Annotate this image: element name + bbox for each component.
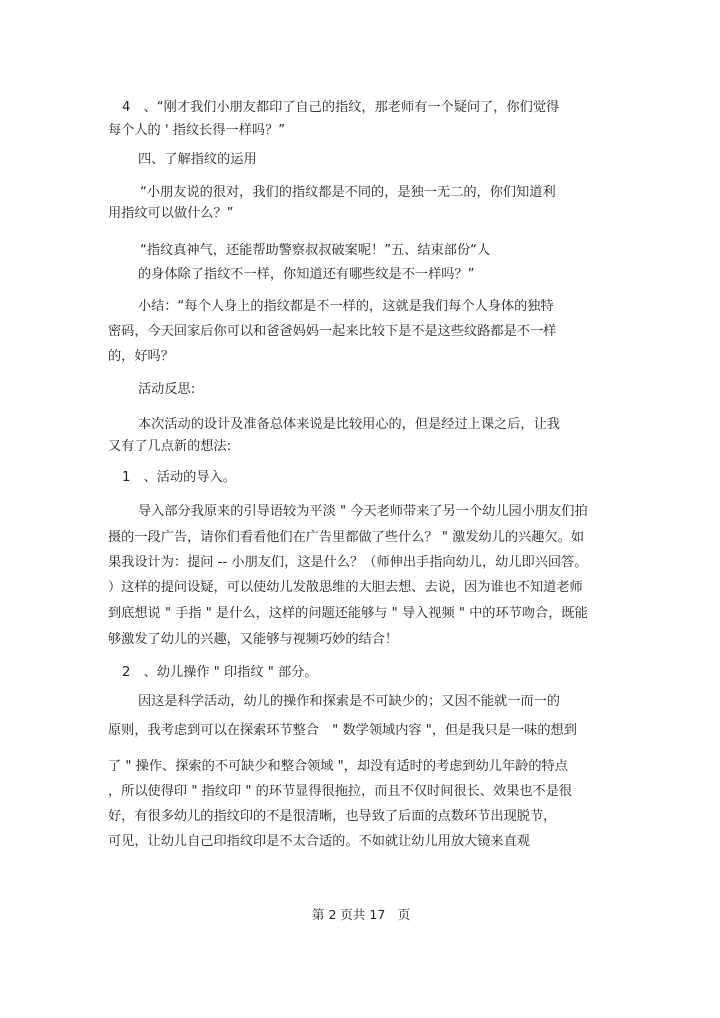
- paragraph-line: 够激发了幼儿的兴趣，又能够与视频巧妙的结合！: [108, 632, 399, 647]
- paragraph-line: 到底想说 " 手指 " 是什么，这样的问题还能够与 " 导入视频 " 中的环节吻合，既能: [108, 606, 588, 621]
- paragraph-line: 了 " 操作、探索的不可缺少和整合领域 "，却没有适时的考虑到幼儿年龄的特点: [108, 759, 568, 774]
- paragraph-line: 的身体除了指纹不一样，你知道还有哪些纹是不一样吗？”: [138, 267, 475, 282]
- section-heading: 活动反思:: [138, 382, 196, 397]
- paragraph-line: 本次活动的设计及准备总体来说是比较用心的，但是经过上课之后，让我: [138, 417, 560, 432]
- paragraph-line: 果我设计为：提问 -- 小朋友们，这是什么？（师伸出手指向幼儿，幼儿即兴回答。: [108, 555, 588, 570]
- paragraph-line: 用指纹可以做什么？”: [108, 206, 234, 221]
- paragraph-line: 可见，让幼儿自己印指纹印是不太合适的。不如就让幼儿用放大镜来直观: [108, 834, 530, 849]
- paragraph-line: 小结：“每个人身上的指纹都是不一样的，这就是我们每个人身体的独特: [138, 299, 554, 314]
- list-heading: 2 、幼儿操作 " 印指纹 " 部分。: [122, 665, 318, 680]
- paragraph-line: ，所以使得印 " 指纹印 " 的环节显得很拖拉，而且不仅时间很长、效果也不是很: [108, 784, 573, 799]
- paragraph-line: 导入部分我原来的引导语较为平淡 " 今天老师带来了另一个幼儿园小朋友们拍: [138, 504, 588, 519]
- paragraph-line: ）这样的提问设疑，可以使幼儿发散思维的大胆去想、去说，因为谁也不知道老师: [108, 580, 583, 595]
- paragraph-line: 的，好吗？: [108, 349, 174, 364]
- paragraph-line: 4 、“刚才我们小朋友都印了自己的指纹，那老师有一个疑问了，你们觉得: [122, 100, 560, 115]
- paragraph-line: 因这是科学活动，幼儿的操作和探索是不可缺少的；又因不能就一而一的: [138, 694, 560, 709]
- paragraph-line: 原则，我考虑到可以在探索环节整合 " 数学领域内容 "，但是我只是一味的想到: [108, 723, 577, 738]
- paragraph-line: “指纹真神气，还能帮助警察叔叔破案呢！”五、结束部份“人: [140, 243, 491, 258]
- page-number-footer: 第 2 页共 17 页: [312, 907, 411, 922]
- paragraph-line: 密码，今天回家后你可以和爸爸妈妈一起来比较下是不是这些纹路都是不一样: [108, 324, 557, 339]
- section-heading: 四、了解指纹的运用: [138, 152, 257, 167]
- paragraph-line: 又有了几点新的想法:: [108, 439, 232, 454]
- list-heading: 1 、活动的导入。: [122, 470, 236, 485]
- paragraph-line: “小朋友说的很对，我们的指纹都是不同的，是独一无二的，你们知道利: [140, 185, 556, 200]
- paragraph-line: 每个人的 ' 指纹长得一样吗？”: [108, 123, 286, 138]
- paragraph-line: 好，有很多幼儿的指纹印的不是很清晰，也导致了后面的点数环节出现脱节，: [108, 809, 557, 824]
- paragraph-line: 摄的一段广告，请你们看看他们在广告里都做了些什么？ " 激发幼儿的兴趣欠。如: [108, 530, 585, 545]
